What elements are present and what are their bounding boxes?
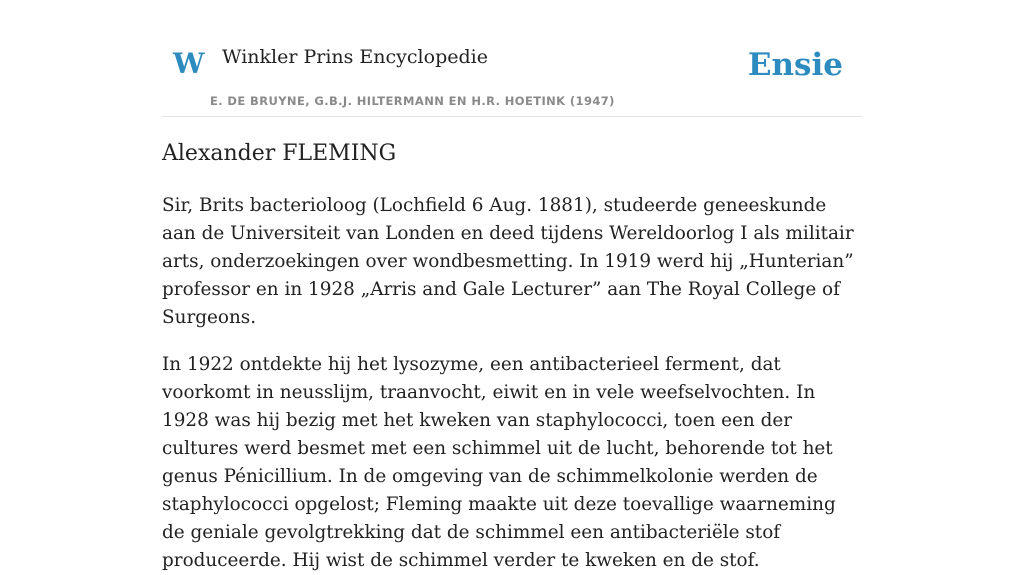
site-header (162, 0, 862, 117)
article-paragraph: In 1922 ontdekte hij het lysozyme, een antibacterieel ferment, dat voorkomt in neusslijm, traanvocht, eiwit en in vele weefselvochten. In 1928 was hij bezig met het kweken van staphylococci, toen een der cultures werd besmet met een schimmel uit de lucht, behorende tot het genus Pénicillium. In de omgeving van de schimmelkolonie werden de staphylococci opgelost; Fleming maakte uit deze toevallige waarneming de geniale gevolgtrekking dat de schimmel een antibacteriële stof produceerde. Hij wist de schimmel verder te kweken en de stof. (162, 354, 836, 571)
site-authors: E. DE BRUYNE, G.B.J. HILTERMANN EN H.R. HOETINK (1947) (210, 94, 615, 108)
logo-w-icon[interactable]: W (173, 47, 205, 80)
site-title-link[interactable]: Winkler Prins Encyclopedie (222, 46, 488, 68)
article-paragraph: Sir, Brits bacterioloog (Lochfield 6 Aug. 1881), studeerde geneeskunde aan de Universiteit van Londen en deed tijdens Wereldoorlog I als militair arts, onderzoekingen over wondbesmetting. In 1919 werd hij „Hunterian” professor en in 1928 „Arris and Gale Lecturer” aan The Royal College of Surgeons. (162, 195, 854, 328)
ensie-logo-link[interactable]: Ensie (747, 47, 843, 83)
article-title: Alexander FLEMING (162, 141, 397, 166)
article (162, 138, 862, 575)
